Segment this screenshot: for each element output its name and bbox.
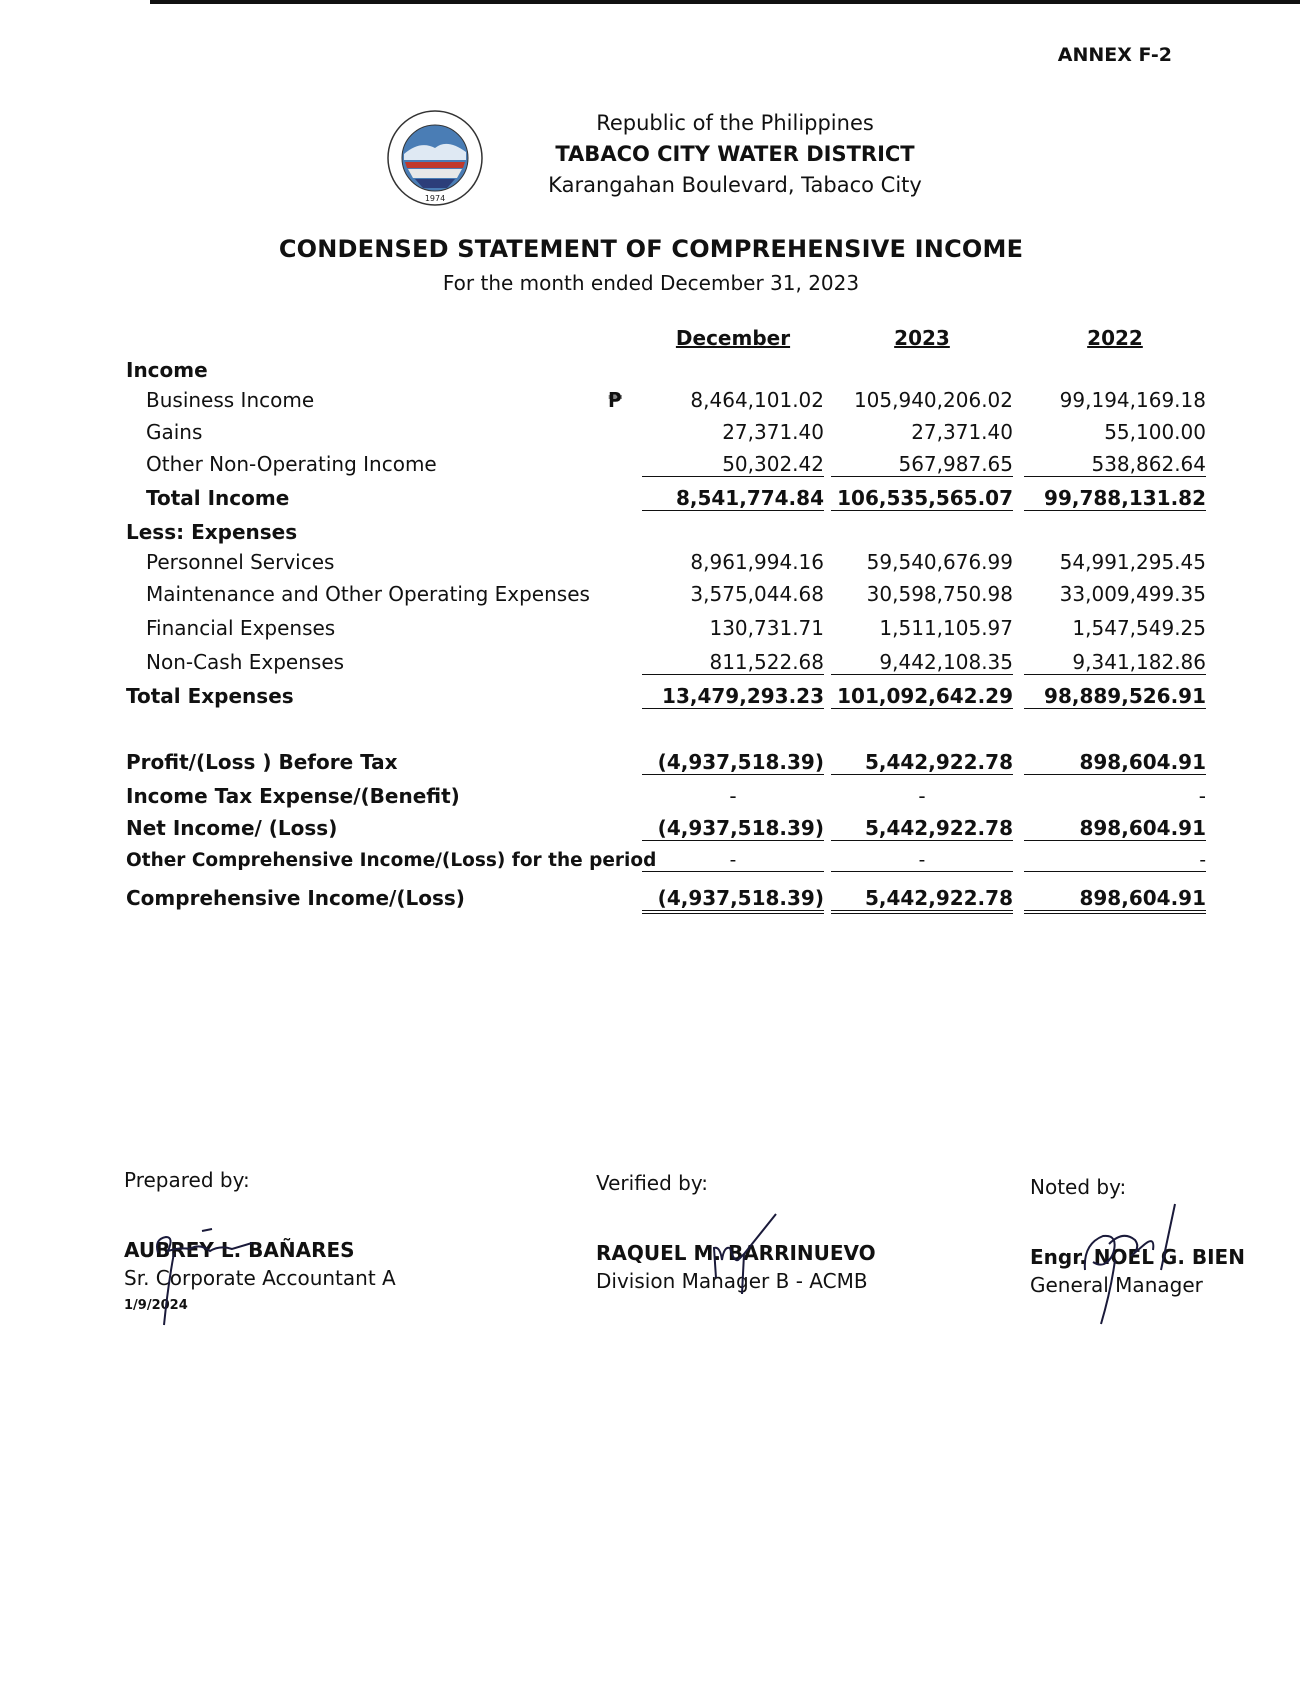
comprehensive-income-row — [126, 886, 1206, 916]
value-december: - — [729, 784, 737, 808]
statement-title: CONDENSED STATEMENT OF COMPREHENSIVE INCOME — [278, 235, 1024, 263]
value-december: - — [642, 850, 824, 872]
verified-by-label: Verified by: — [596, 1171, 708, 1195]
value-2023: - — [831, 850, 1013, 872]
noted-by-label: Noted by: — [1030, 1175, 1127, 1199]
value-2023: 5,442,922.78 — [831, 750, 1013, 775]
row-label: Other Non-Operating Income — [146, 452, 437, 476]
letterhead-text — [385, 108, 1085, 201]
value-2022: 898,604.91 — [1024, 750, 1206, 775]
table-row — [126, 452, 1206, 482]
column-header-row — [126, 326, 1206, 356]
value-2022: 98,889,526.91 — [1024, 684, 1206, 709]
prepared-by-label: Prepared by: — [124, 1168, 250, 1192]
value-december: (4,937,518.39) — [642, 886, 824, 914]
net-income-row — [126, 816, 1206, 846]
table-row — [126, 616, 1206, 646]
column-header-2023: 2023 — [894, 326, 950, 350]
table-row — [126, 582, 1206, 612]
value-december: 8,464,101.02 — [690, 388, 824, 412]
row-label: Income Tax Expense/(Benefit) — [126, 784, 460, 808]
value-2023: 106,535,565.07 — [831, 486, 1013, 511]
total-income-row — [126, 486, 1206, 516]
value-december: (4,937,518.39) — [642, 750, 824, 775]
logo-year: 1974 — [424, 194, 446, 203]
value-2022: - — [1198, 784, 1206, 808]
value-2022: 898,604.91 — [1024, 886, 1206, 914]
row-label: Non-Cash Expenses — [146, 650, 345, 674]
verifier-name: RAQUEL M. BARRINUEVO — [596, 1241, 876, 1265]
row-label: Total Income — [146, 486, 290, 510]
profit-before-tax-row — [126, 750, 1206, 780]
row-label: Business Income — [146, 388, 315, 412]
row-label: Other Comprehensive Income/(Loss) for the period — [126, 850, 657, 871]
income-heading-row — [126, 358, 1206, 388]
expenses-heading: Less: Expenses — [126, 520, 298, 544]
preparer-signature — [150, 1225, 280, 1335]
organization-name: TABACO CITY WATER DISTRICT — [555, 142, 915, 166]
value-2022: 99,194,169.18 — [1059, 388, 1206, 412]
value-2023: 27,371.40 — [911, 420, 1013, 444]
verifier-signature — [700, 1210, 790, 1295]
statement-period: For the month ended December 31, 2023 — [442, 271, 860, 295]
value-2022: 99,788,131.82 — [1024, 486, 1206, 511]
noter-name: Engr. NOEL G. BIEN — [1030, 1245, 1245, 1269]
republic-line: Republic of the Philippines — [596, 111, 874, 135]
expenses-heading-row — [126, 520, 1206, 550]
column-header-december: December — [675, 326, 791, 350]
table-row — [126, 650, 1206, 680]
table-row — [126, 388, 1206, 418]
value-2023: 567,987.65 — [831, 452, 1013, 477]
other-comprehensive-row — [126, 850, 1206, 880]
value-2023: 105,940,206.02 — [853, 388, 1013, 412]
income-heading: Income — [126, 358, 208, 382]
noter-position: General Manager — [1030, 1273, 1203, 1297]
top-border-line — [150, 0, 1300, 4]
value-2023: 30,598,750.98 — [866, 582, 1013, 606]
value-2022: 55,100.00 — [1104, 420, 1206, 444]
value-2023: 59,540,676.99 — [866, 550, 1013, 574]
value-2023: 101,092,642.29 — [831, 684, 1013, 709]
prepared-date: 1/9/2024 — [124, 1298, 188, 1313]
row-label: Profit/(Loss ) Before Tax — [126, 750, 398, 774]
row-label: Gains — [146, 420, 203, 444]
value-december: 8,541,774.84 — [642, 486, 824, 511]
table-row — [126, 550, 1206, 580]
table-row — [126, 420, 1206, 450]
peso-symbol: ₱ — [608, 388, 622, 412]
income-tax-row — [126, 784, 1206, 814]
value-2022: - — [1024, 850, 1206, 872]
value-2022: 54,991,295.45 — [1059, 550, 1206, 574]
row-label: Maintenance and Other Operating Expenses — [146, 582, 590, 606]
letterhead — [385, 108, 922, 208]
value-2023: 5,442,922.78 — [831, 816, 1013, 841]
value-2023: 9,442,108.35 — [831, 650, 1013, 675]
row-label: Financial Expenses — [146, 616, 336, 640]
value-december: 8,961,994.16 — [690, 550, 824, 574]
row-label: Comprehensive Income/(Loss) — [126, 886, 465, 910]
address-line: Karangahan Boulevard, Tabaco City — [548, 173, 922, 197]
value-2022: 33,009,499.35 — [1059, 582, 1206, 606]
row-label: Personnel Services — [146, 550, 335, 574]
value-2023: 5,442,922.78 — [831, 886, 1013, 914]
noter-signature — [1075, 1200, 1195, 1330]
annex-label: ANNEX F-2 — [1057, 44, 1172, 66]
preparer-position: Sr. Corporate Accountant A — [124, 1266, 396, 1290]
row-label: Net Income/ (Loss) — [126, 816, 338, 840]
total-expenses-row — [126, 684, 1206, 714]
value-december: 50,302.42 — [642, 452, 824, 477]
column-header-2022: 2022 — [1087, 326, 1143, 350]
value-2023: 1,511,105.97 — [879, 616, 1013, 640]
verifier-position: Division Manager B - ACMB — [596, 1269, 868, 1293]
value-2022: 538,862.64 — [1024, 452, 1206, 477]
value-december: 13,479,293.23 — [642, 684, 824, 709]
preparer-name: AUBREY L. BAÑARES — [124, 1238, 355, 1262]
row-label: Total Expenses — [126, 684, 294, 708]
value-2022: 898,604.91 — [1024, 816, 1206, 841]
value-december: 130,731.71 — [709, 616, 824, 640]
value-december: 27,371.40 — [722, 420, 824, 444]
value-2022: 9,341,182.86 — [1024, 650, 1206, 675]
value-december: (4,937,518.39) — [642, 816, 824, 841]
value-december: 3,575,044.68 — [690, 582, 824, 606]
value-2022: 1,547,549.25 — [1072, 616, 1206, 640]
value-2023: - — [918, 784, 926, 808]
value-december: 811,522.68 — [642, 650, 824, 675]
